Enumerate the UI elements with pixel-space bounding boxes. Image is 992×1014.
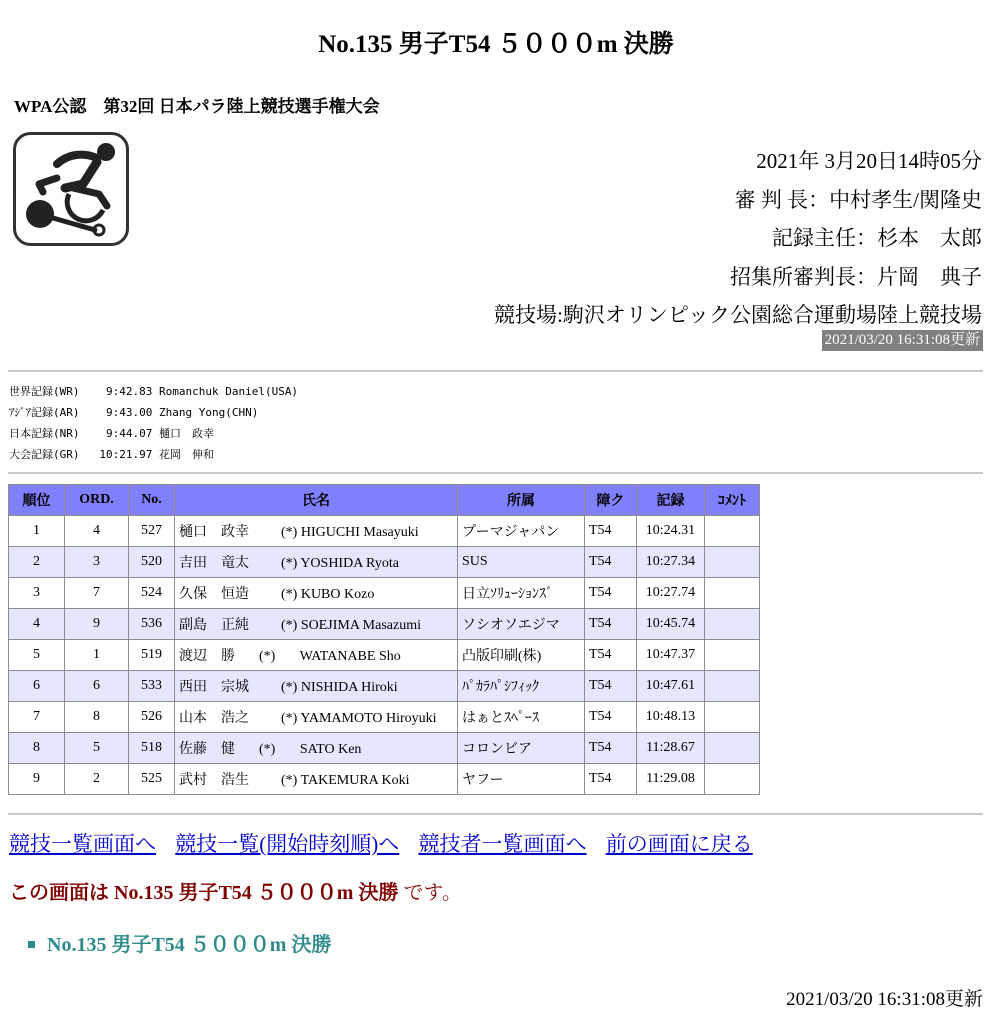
table-row: [9, 516, 760, 547]
current-screen-notice: この画面は No.135 男子T54 ５０００m 決勝 です。: [9, 882, 462, 904]
table-header-row: [9, 485, 760, 516]
cell-ord: 6: [65, 671, 129, 702]
cell-team: プーマジャパン: [458, 516, 585, 547]
cell-ord: 2: [65, 764, 129, 795]
cell-rank: 1: [9, 516, 65, 547]
cell-no: 527: [129, 516, 175, 547]
cell-team: ソシオソエジマ: [458, 609, 585, 640]
col-ord: ORD.: [65, 485, 129, 516]
page-title: No.135 男子T54 ５０００m 決勝: [318, 31, 674, 58]
divider: [8, 813, 983, 815]
link-event-list[interactable]: 競技一覧画面へ: [9, 832, 156, 856]
cell-rank: 3: [9, 578, 65, 609]
cell-class: T54: [585, 609, 637, 640]
cell-team: 日立ｿﾘｭｰｼｮﾝｽﾞ: [458, 578, 585, 609]
col-record: 記録: [637, 485, 705, 516]
cell-team: はぁとｽﾍﾟｰｽ: [458, 702, 585, 733]
table-row: [9, 671, 760, 702]
cell-record: 10:48.13: [637, 702, 705, 733]
cell-ord: 3: [65, 547, 129, 578]
record-row: 日本記録(NR) 9:44.07 樋口 政幸: [9, 427, 214, 440]
meet-subtitle: WPA公認 第32回 日本パラ陸上競技選手権大会: [14, 97, 380, 116]
cell-rank: 7: [9, 702, 65, 733]
cell-no: 526: [129, 702, 175, 733]
cell-team: コロンビア: [458, 733, 585, 764]
cell-no: 525: [129, 764, 175, 795]
bullet-icon: [28, 941, 35, 948]
divider: [8, 472, 983, 474]
cell-class: T54: [585, 702, 637, 733]
cell-no: 524: [129, 578, 175, 609]
cell-ord: 9: [65, 609, 129, 640]
col-rank: 順位: [9, 485, 65, 516]
cell-class: T54: [585, 733, 637, 764]
cell-team: ヤフー: [458, 764, 585, 795]
cell-name: 佐藤 健 (*) SATO Ken: [175, 733, 458, 764]
event-info: [494, 142, 982, 335]
wheelchair-racing-icon: [13, 132, 129, 246]
cell-comment: [705, 702, 760, 733]
table-row: [9, 640, 760, 671]
cell-ord: 7: [65, 578, 129, 609]
cell-comment: [705, 547, 760, 578]
cell-record: 10:47.37: [637, 640, 705, 671]
cell-name: 久保 恒造 (*) KUBO Kozo: [175, 578, 458, 609]
results-table: [8, 484, 760, 795]
table-row: [9, 609, 760, 640]
cell-ord: 5: [65, 733, 129, 764]
cell-record: 11:29.08: [637, 764, 705, 795]
cell-name: 西田 宗城 (*) NISHIDA Hiroki: [175, 671, 458, 702]
table-row: [9, 702, 760, 733]
cell-rank: 8: [9, 733, 65, 764]
cell-record: 11:28.67: [637, 733, 705, 764]
cell-comment: [705, 671, 760, 702]
records-list: [9, 381, 298, 465]
cell-no: 519: [129, 640, 175, 671]
link-event-list-by-time[interactable]: 競技一覧(開始時刻順)へ: [175, 832, 400, 856]
cell-comment: [705, 578, 760, 609]
cell-name: 吉田 竜太 (*) YOSHIDA Ryota: [175, 547, 458, 578]
link-athlete-list[interactable]: 競技者一覧画面へ: [418, 832, 587, 856]
cell-class: T54: [585, 578, 637, 609]
cell-record: 10:45.74: [637, 609, 705, 640]
divider: [8, 370, 983, 372]
cell-rank: 4: [9, 609, 65, 640]
cell-ord: 8: [65, 702, 129, 733]
cell-class: T54: [585, 547, 637, 578]
cell-no: 518: [129, 733, 175, 764]
cell-name: 渡辺 勝 (*) WATANABE Sho: [175, 640, 458, 671]
cell-record: 10:47.61: [637, 671, 705, 702]
table-row: [9, 764, 760, 795]
col-class: 障ク: [585, 485, 637, 516]
updated-badge: 2021/03/20 16:31:08更新: [822, 330, 983, 351]
event-datetime: 2021年 3月20日14時05分: [756, 149, 982, 173]
cell-team: 凸版印刷(株): [458, 640, 585, 671]
cell-record: 10:27.74: [637, 578, 705, 609]
cell-rank: 6: [9, 671, 65, 702]
chief-referee: 審 判 長：中村孝生/関隆史: [734, 187, 982, 212]
link-back[interactable]: 前の画面に戻る: [605, 832, 753, 856]
cell-name: 樋口 政幸 (*) HIGUCHI Masayuki: [175, 516, 458, 547]
col-name: 氏名: [175, 485, 458, 516]
cell-ord: 1: [65, 640, 129, 671]
col-comment: ｺﾒﾝﾄ: [705, 485, 760, 516]
cell-rank: 2: [9, 547, 65, 578]
cell-comment: [705, 516, 760, 547]
cell-team: ﾊﾟｶﾗﾊﾟｼﾌｨｯｸ: [458, 671, 585, 702]
venue: 競技場:駒沢オリンピック公園総合運動場陸上競技場: [494, 303, 982, 327]
cell-team: SUS: [458, 547, 585, 578]
cell-class: T54: [585, 764, 637, 795]
cell-class: T54: [585, 640, 637, 671]
cell-rank: 5: [9, 640, 65, 671]
footer-updated: 2021/03/20 16:31:08更新: [786, 989, 983, 1010]
cell-no: 533: [129, 671, 175, 702]
cell-class: T54: [585, 516, 637, 547]
cell-no: 536: [129, 609, 175, 640]
record-row: ｱｼﾞｱ記録(AR) 9:43.00 Zhang Yong(CHN): [9, 406, 259, 419]
table-row: [9, 733, 760, 764]
cell-comment: [705, 764, 760, 795]
table-row: [9, 578, 760, 609]
col-team: 所属: [458, 485, 585, 516]
record-row: 大会記録(GR) 10:21.97 花岡 伸和: [9, 448, 214, 461]
nav-links: [9, 828, 767, 858]
cell-name: 山本 浩之 (*) YAMAMOTO Hiroyuki: [175, 702, 458, 733]
cell-name: 武村 浩生 (*) TAKEMURA Koki: [175, 764, 458, 795]
cell-comment: [705, 733, 760, 764]
cell-name: 副島 正純 (*) SOEJIMA Masazumi: [175, 609, 458, 640]
cell-ord: 4: [65, 516, 129, 547]
cell-comment: [705, 609, 760, 640]
call-room-referee: 招集所審判長：片岡 典子: [730, 264, 982, 289]
cell-record: 10:27.34: [637, 547, 705, 578]
record-row: 世界記録(WR) 9:42.83 Romanchuk Daniel(USA): [9, 385, 299, 398]
cell-no: 520: [129, 547, 175, 578]
event-list-item: No.135 男子T54 ５０００m 決勝: [28, 928, 331, 957]
cell-comment: [705, 640, 760, 671]
chief-recorder: 記録主任：杉本 太郎: [772, 226, 982, 250]
cell-rank: 9: [9, 764, 65, 795]
col-no: No.: [129, 485, 175, 516]
cell-record: 10:24.31: [637, 516, 705, 547]
cell-class: T54: [585, 671, 637, 702]
table-row: [9, 547, 760, 578]
